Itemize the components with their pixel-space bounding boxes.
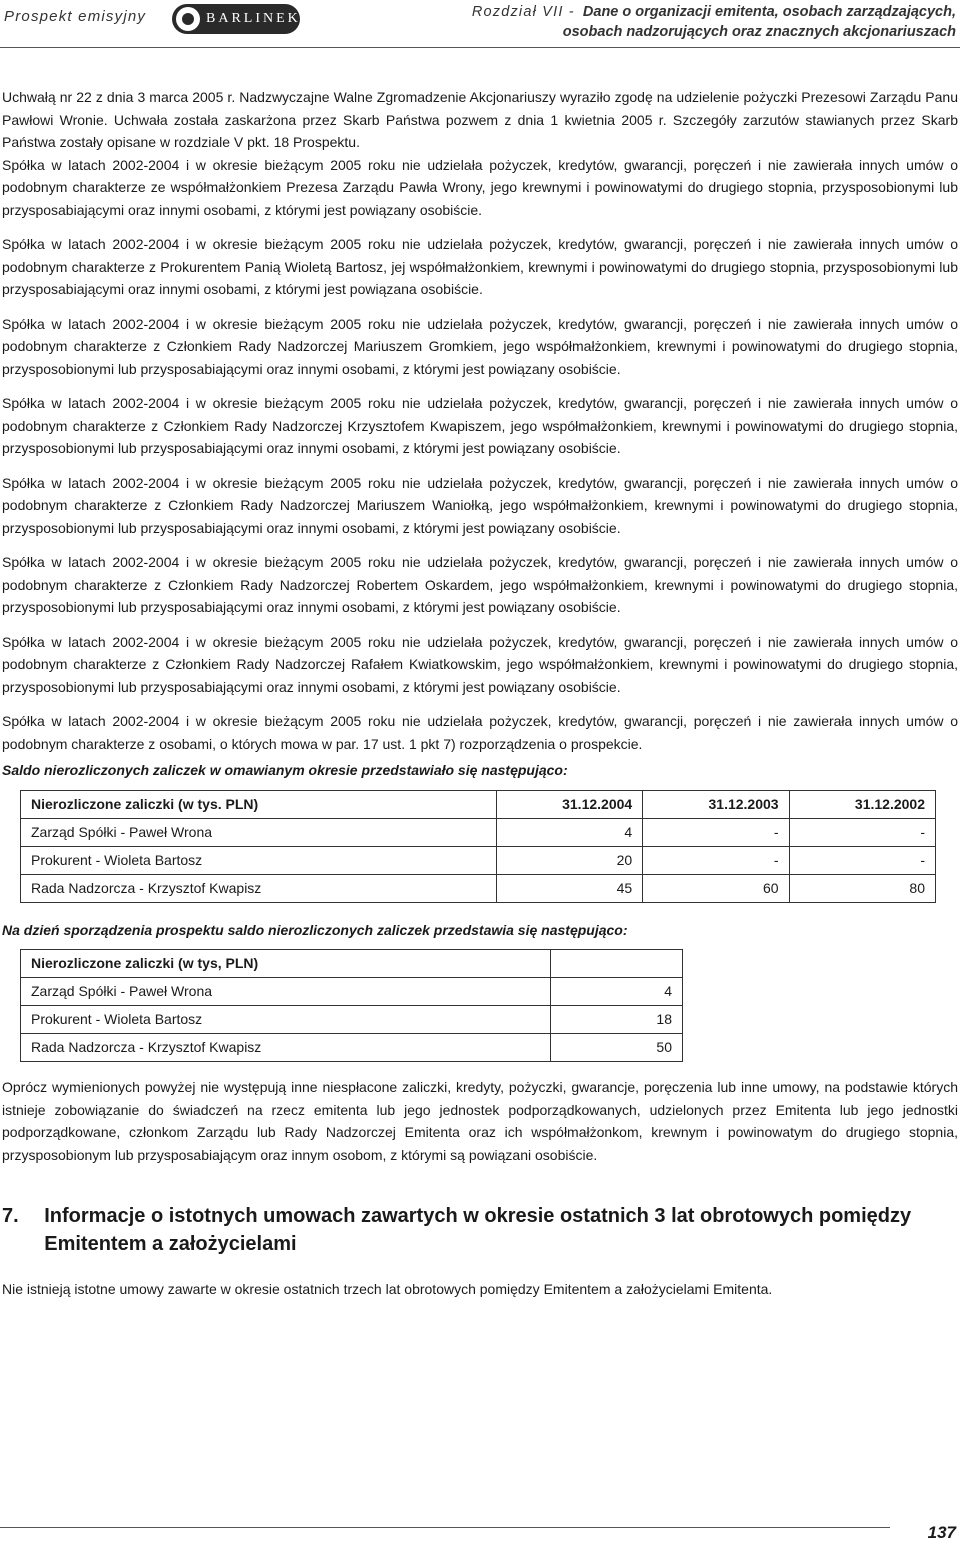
page-content [2,86,958,1313]
paragraph: Spółka w latach 2002-2004 i w okresie bieżącym 2005 roku nie udzielała pożyczek, kredytów, gwarancji, poręczeń i nie zawierała innych umów o podobnym charakterze z Członkiem Rady Nadzorczej Krzysztofem Kwapiszem, jego współmałżonkiem, krewnymi i powinowatymi do drugiego stopnia, przysposobionymi lub przysposabiającymi oraz innymi osobami, z którymi jest powiązany osobiście. [2,395,958,456]
table-header-row [21,950,683,978]
chapter-heading [472,2,956,42]
page-header [0,0,960,44]
paragraph: Uchwałą nr 22 z dnia 3 marca 2005 r. Nadzwyczajne Walne Zgromadzenie Akcjonariuszy wyraziło zgodę na udzielenie pożyczki Prezesowi Zarządu Panu Pawłowi Wronie. Uchwała została zaskarżona przez Skarb Państwa pozwem z dnia 1 kwietnia 2005 r. Szczegóły zarzutów stawianych przez Skarb Państwa zostały opisane w rozdziale V pkt. 18 Prospektu. [2,89,958,150]
company-logo [172,4,300,34]
table-cell: 80 [789,874,935,902]
table2-title: Na dzień sporządzenia prospektu saldo nierozliczonych zaliczek przedstawia się następująco: [2,921,628,938]
table-cell: Zarząd Spółki - Paweł Wrona [21,818,497,846]
table-header-cell [550,950,682,978]
table-header-row [21,790,936,818]
paragraph: Oprócz wymienionych powyżej nie występują inne niespłacone zaliczki, kredyty, pożyczki, gwarancje, poręczenia lub inne umowy, na podstawie których istnieje zobowiązanie do świadczeń na rzecz emitenta lub jego jednostek podporządkowanych, udzielonych przez Emitenta lub jego jednostki podporządkowane, członkom Zarządu lub Rady Nadzorczej Emitenta oraz ich współmałżonkom, krewnym i powinowatym do drugiego stopnia, przysposobionym lub przysposabiającym oraz innym osobom, z którymi są powiązani osobiście. [2,1079,958,1163]
advances-table-current [20,949,683,1062]
table-cell: Rada Nadzorcza - Krzysztof Kwapisz [21,1034,551,1062]
table-row [21,818,936,846]
table-cell: Prokurent - Wioleta Bartosz [21,1006,551,1034]
paragraph: Spółka w latach 2002-2004 i w okresie bieżącym 2005 roku nie udzielała pożyczek, kredytów, gwarancji, poręczeń i nie zawierała innych umów o podobnym charakterze z Członkiem Rady Nadzorczej Robertem Oskardem, jego współmałżonkiem, krewnymi i powinowatymi do drugiego stopnia, przysposobionymi lub przysposabiającymi oraz innymi osobami, z którymi jest powiązany osobiście. [2,554,958,615]
table-cell: 60 [643,874,789,902]
logo-mark-icon [176,7,200,31]
table-cell: 18 [550,1006,682,1034]
table-cell: Prokurent - Wioleta Bartosz [21,846,497,874]
section-number: 7. [2,1205,19,1227]
table-cell: - [789,818,935,846]
paragraph: Spółka w latach 2002-2004 i w okresie bieżącym 2005 roku nie udzielała pożyczek, kredytów, gwarancji, poręczeń i nie zawierała innych umów o podobnym charakterze z Członkiem Rady Nadzorczej Mariuszem Gromkiem, jego współmałżonkiem, krewnymi i powinowatymi do drugiego stopnia, przysposobionymi lub przysposabiającymi oraz innymi osobami, z którymi jest powiązany osobiście. [2,315,958,377]
table-cell: Zarząd Spółki - Paweł Wrona [21,978,551,1006]
document-title: Prospekt emisyjny [4,8,147,25]
table-cell: 4 [550,978,682,1006]
chapter-tag: Rozdział VII - [471,4,575,20]
paragraph: Spółka w latach 2002-2004 i w okresie bieżącym 2005 roku nie udzielała pożyczek, kredytów, gwarancji, poręczeń i nie zawierała innych umów o podobnym charakterze z Prokurentem Panią Wioletą Bartosz, jej współmałżonkiem, krewnymi i powinowatymi do drugiego stopnia, przysposobionymi lub przysposabiającymi oraz innymi osobami, z którymi jest powiązana osobiście. [2,236,958,297]
table-row [21,846,936,874]
section-heading [2,1202,958,1258]
table-row [21,1034,683,1062]
table-header-cell: 31.12.2002 [789,790,935,818]
table-header-cell: Nierozliczone zaliczki (w tys. PLN) [21,790,497,818]
footer-rule [0,1527,890,1528]
table-row [21,1006,683,1034]
table-cell: Rada Nadzorcza - Krzysztof Kwapisz [21,874,497,902]
table-cell: - [643,846,789,874]
paragraph: Spółka w latach 2002-2004 i w okresie bieżącym 2005 roku nie udzielała pożyczek, kredytów, gwarancji, poręczeń i nie zawierała innych umów o podobnym charakterze z Członkiem Rady Nadzorczej Rafałem Kwiatkowskim, jego współmałżonkiem, krewnymi i powinowatymi do drugiego stopnia, przysposobionymi lub przysposabiającymi oraz innymi osobami, z którymi jest powiązany osobiście. [2,633,958,695]
table-cell: - [643,818,789,846]
table1-title: Saldo nierozliczonych zaliczek w omawianym okresie przedstawiało się następująco: [2,762,568,778]
paragraph: Nie istnieją istotne umowy zawarte w okresie ostatnich trzech lat obrotowych pomiędzy Emitentem a założycielami Emitenta. [2,1281,773,1297]
paragraph: Spółka w latach 2002-2004 i w okresie bieżącym 2005 roku nie udzielała pożyczek, kredytów, gwarancji, poręczeń i nie zawierała innych umów o podobnym charakterze z osobami, o których mowa w par. 17 ust. 1 pkt 7) rozporządzenia o prospekcie. [2,713,958,752]
table-cell: 4 [496,818,642,846]
header-rule [0,47,960,48]
section-title: Informacje o istotnych umowach zawartych w okresie ostatnich 3 lat obrotowych pomiędzy Emitentem a założycielami [44,1205,912,1255]
paragraph: Spółka w latach 2002-2004 i w okresie bieżącym 2005 roku nie udzielała pożyczek, kredytów, gwarancji, poręczeń i nie zawierała innych umów o podobnym charakterze ze współmałżonkiem Prezesa Zarządu Pawła Wrony, jego krewnymi i powinowatymi do drugiego stopnia, przysposobionymi lub przysposabiającymi oraz innymi osobami, z którymi jest powiązany osobiście. [2,156,958,218]
table-cell: - [789,846,935,874]
table-row [21,874,936,902]
table-header-cell: 31.12.2004 [496,790,642,818]
chapter-title-line1: Dane o organizacji emitenta, osobach zarządzających, [582,4,956,20]
table-row [21,978,683,1006]
table-cell: 45 [496,874,642,902]
logo-text: BARLINEK [206,11,301,26]
page-number: 137 [927,1523,956,1542]
paragraph: Spółka w latach 2002-2004 i w okresie bieżącym 2005 roku nie udzielała pożyczek, kredytów, gwarancji, poręczeń i nie zawierała innych umów o podobnym charakterze z Członkiem Rady Nadzorczej Mariuszem Waniołką, jego współmałżonkiem, krewnymi i powinowatymi do drugiego stopnia, przysposobionymi lub przysposabiającymi oraz innymi osobami, z którymi jest powiązany osobiście. [2,474,958,536]
table-cell: 20 [496,846,642,874]
chapter-title-line2: osobach nadzorujących oraz znacznych akcjonariuszach [562,24,956,40]
table-header-cell: 31.12.2003 [643,790,789,818]
table-cell: 50 [550,1034,682,1062]
table-header-cell: Nierozliczone zaliczki (w tys, PLN) [21,950,551,978]
advances-table-history [20,790,936,903]
